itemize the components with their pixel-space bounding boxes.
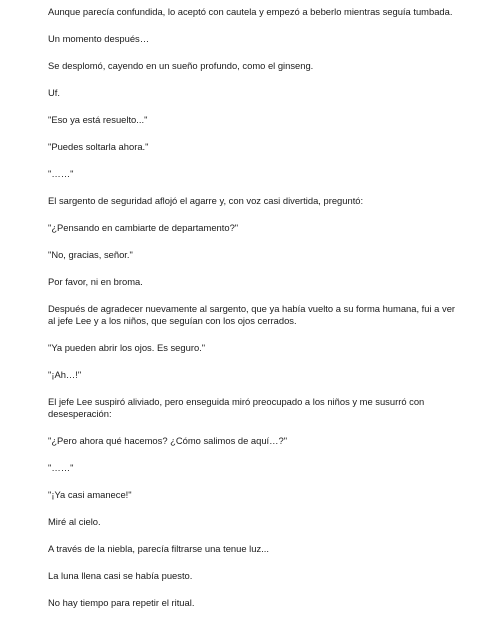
paragraph: Uf. — [48, 87, 60, 98]
paragraph: "……" — [48, 168, 74, 179]
paragraph: La luna llena casi se había puesto. — [48, 570, 193, 581]
paragraph: "¡Ya casi amanece!" — [48, 489, 132, 500]
paragraph: Miré al cielo. — [48, 516, 101, 527]
paragraph: "Eso ya está resuelto..." — [48, 114, 148, 125]
paragraph: "¿Pero ahora qué hacemos? ¿Cómo salimos de aquí…?" — [48, 435, 288, 446]
paragraph: El jefe Lee suspiró aliviado, pero enseguida miró preocupado a los niños y me susurró con desesperación: — [48, 396, 425, 419]
paragraph: Se desplomó, cayendo en un sueño profundo, como el ginseng. — [48, 60, 314, 71]
paragraph: Después de agradecer nuevamente al sargento, que ya había vuelto a su forma humana, fui a ver al jefe Lee y a los niños, que seguían con los ojos cerrados. — [48, 303, 456, 326]
paragraph: Un momento después… — [48, 33, 150, 44]
paragraph: "¡Ah…!" — [48, 369, 82, 380]
paragraph: El sargento de seguridad aflojó el agarre y, con voz casi divertida, preguntó: — [48, 195, 364, 206]
paragraph: No hay tiempo para repetir el ritual. — [48, 597, 195, 608]
paragraph: "……" — [48, 462, 74, 473]
paragraph: Aunque parecía confundida, lo aceptó con cautela y empezó a beberlo mientras seguía tumbada. — [48, 6, 453, 17]
paragraph: "Ya pueden abrir los ojos. Es seguro." — [48, 342, 206, 353]
paragraph: "Puedes soltarla ahora." — [48, 141, 149, 152]
paragraph: A través de la niebla, parecía filtrarse una tenue luz... — [48, 543, 269, 554]
paragraph: "¿Pensando en cambiarte de departamento?" — [48, 222, 239, 233]
document-body — [48, 6, 460, 624]
paragraph: "No, gracias, señor." — [48, 249, 133, 260]
paragraph: Por favor, ni en broma. — [48, 276, 143, 287]
